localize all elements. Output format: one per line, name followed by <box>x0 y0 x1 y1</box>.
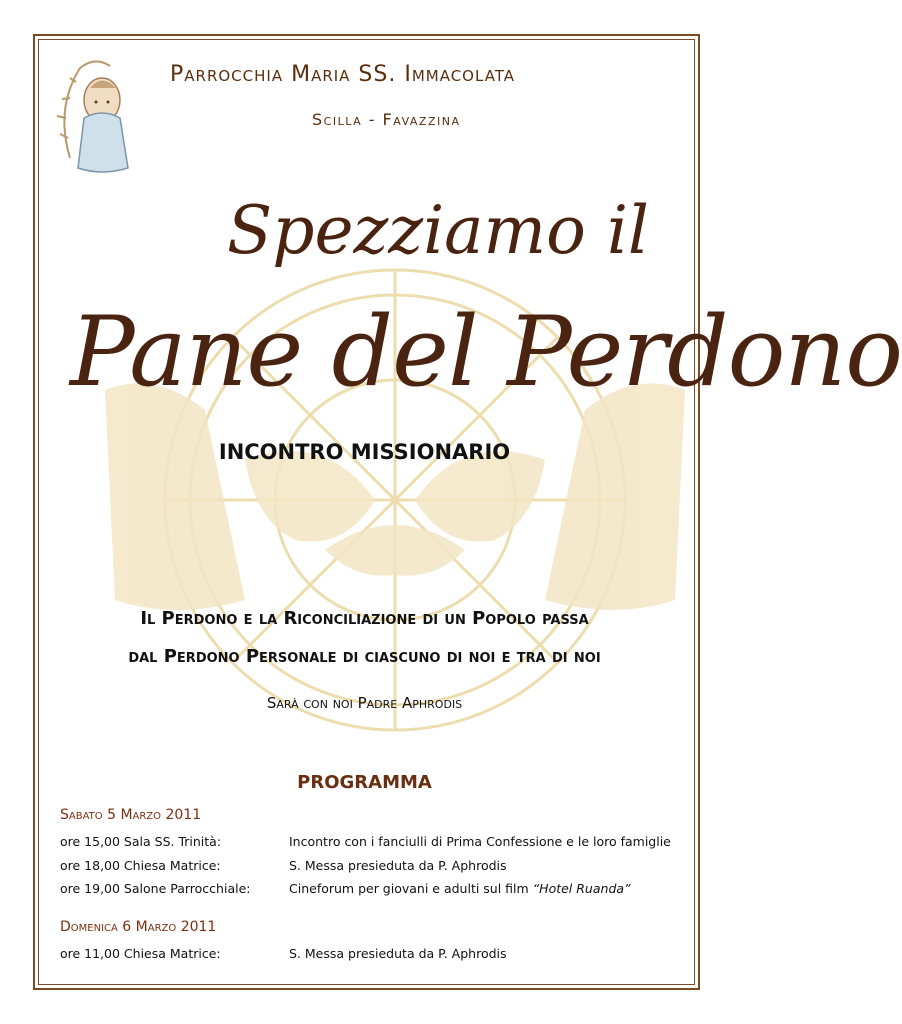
event-time-place: ore 11,00 Chiesa Matrice: <box>60 946 221 961</box>
day-heading-saturday: Sabato 5 Marzo 2011 <box>60 807 202 823</box>
title-line-2: Pane del Perdono <box>70 296 902 408</box>
guest-speaker: Sarà con noi Padre Aphrodis <box>266 694 463 712</box>
event-description: S. Messa presieduta da P. Aphrodis <box>289 946 507 961</box>
parish-name: Parrocchia Maria SS. Immacolata <box>170 62 516 87</box>
event-description: Cineforum per giovani e adulti sul film <box>289 881 529 896</box>
event-subtitle: INCONTRO MISSIONARIO <box>218 440 511 464</box>
theme-line-2: dal Perdono Personale di ciascuno di noi e tra di noi <box>128 646 601 667</box>
event-description-with-film <box>289 881 631 896</box>
film-title: “Hotel Ruanda” <box>532 881 631 896</box>
day-heading-sunday: Domenica 6 Marzo 2011 <box>60 919 217 935</box>
event-time-place: ore 19,00 Salone Parrocchiale: <box>60 881 251 896</box>
event-time-place: ore 18,00 Chiesa Matrice: <box>60 858 221 873</box>
program-heading: PROGRAMMA <box>297 772 432 793</box>
bread-hands-watermark <box>95 350 695 790</box>
event-description: Incontro con i fanciulli di Prima Confessione e le loro famiglie <box>289 834 671 849</box>
parish-location: Scilla - Favazzina <box>312 110 461 129</box>
madonna-logo <box>50 48 142 178</box>
event-description: S. Messa presieduta da P. Aphrodis <box>289 858 507 873</box>
title-line-1: Spezziamo il <box>227 192 650 269</box>
event-time-place: ore 15,00 Sala SS. Trinità: <box>60 834 222 849</box>
theme-line-1: Il Perdono e la Riconciliazione di un Popolo passa <box>140 608 589 629</box>
